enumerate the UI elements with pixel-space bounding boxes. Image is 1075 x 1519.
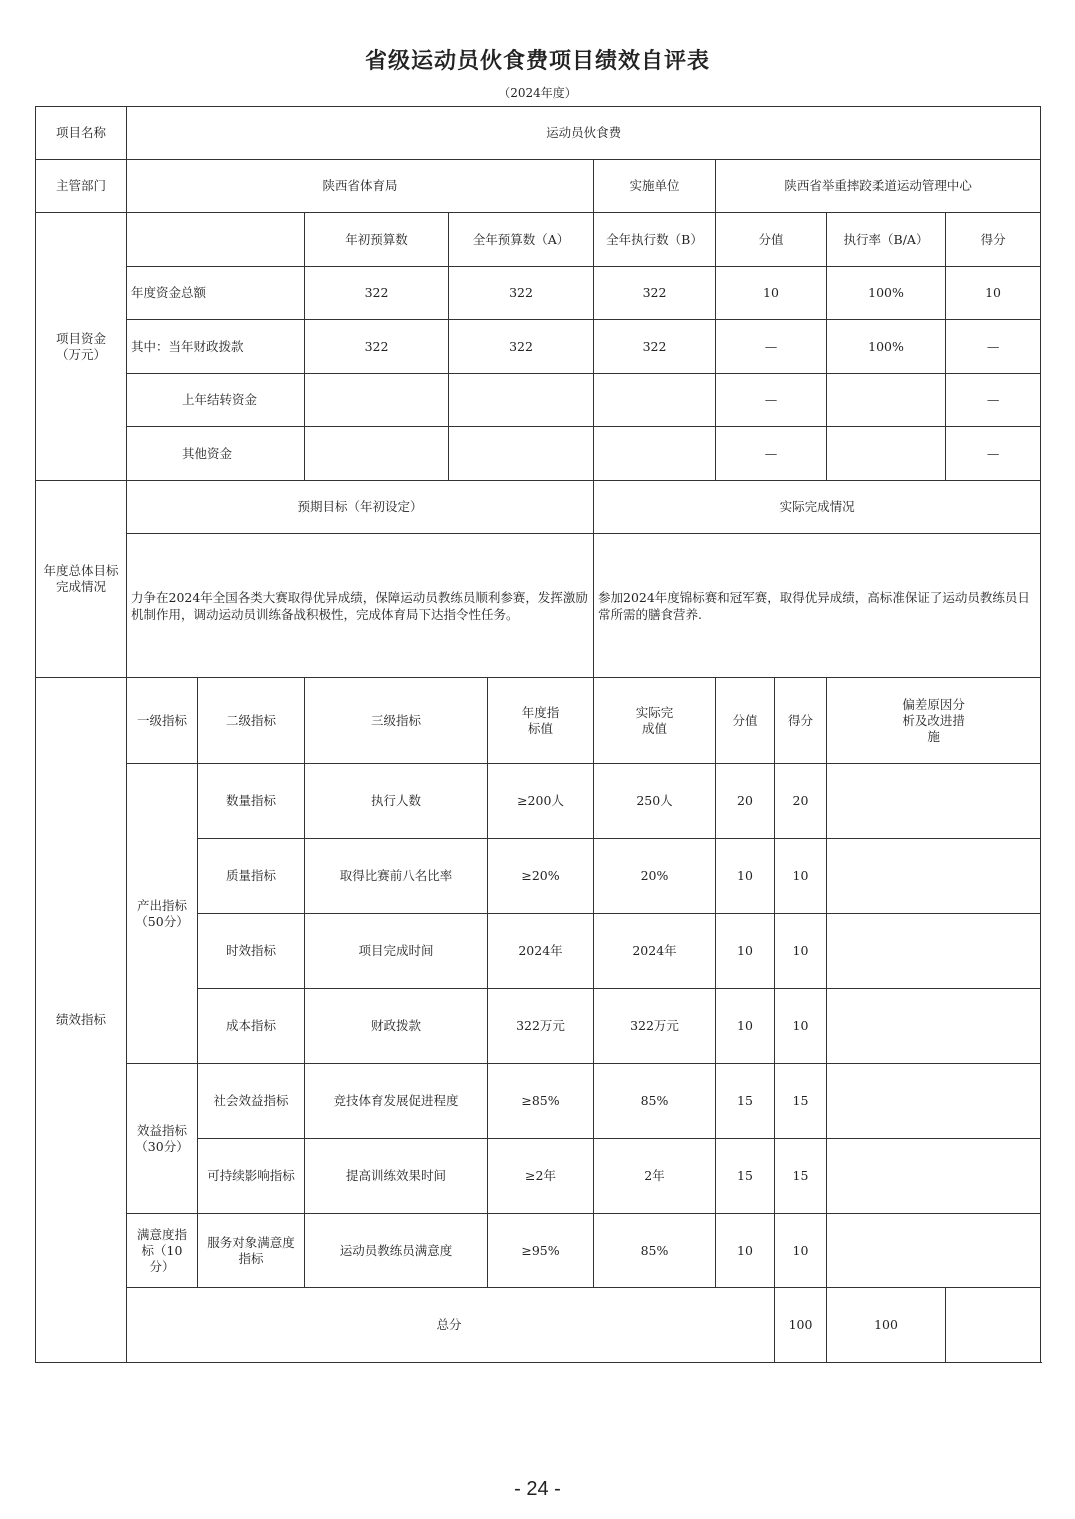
funds-row-weight: — (716, 427, 827, 481)
goals-content-row (36, 534, 1041, 678)
level2: 时效指标 (198, 914, 305, 989)
score: 10 (775, 989, 827, 1064)
project-name-value: 运动员伙食费 (127, 107, 1041, 160)
funds-row (36, 267, 1041, 320)
department-row (36, 160, 1041, 213)
department-label: 主管部门 (36, 160, 127, 213)
level2: 可持续影响指标 (198, 1139, 305, 1214)
target-value: 322万元 (488, 989, 594, 1064)
funds-row-initial: 322 (305, 267, 449, 320)
performance-label: 绩效指标 (36, 678, 127, 1363)
weight: 10 (716, 989, 775, 1064)
header-weight: 分值 (716, 678, 775, 764)
total-label: 总分 (127, 1288, 775, 1363)
funds-row-weight: — (716, 320, 827, 374)
target-value: ≥85% (488, 1064, 594, 1139)
level1-output: 产出指标（50分） (127, 764, 198, 1064)
remark (827, 1214, 1041, 1288)
header-target: 年度指标值 (488, 678, 594, 764)
remark (827, 989, 1041, 1064)
indicator-row (36, 1214, 1041, 1288)
level3: 项目完成时间 (305, 914, 488, 989)
goals-expected-text: 力争在2024年全国各类大赛取得优异成绩，保障运动员教练员顺利参赛，发挥激励机制作用，调动运动员训练备战积极性，完成体育局下达指令性任务。 (127, 534, 594, 678)
remark (827, 1064, 1041, 1139)
indicator-row (36, 1064, 1041, 1139)
remark (827, 839, 1041, 914)
header-level3: 三级指标 (305, 678, 488, 764)
target-value: ≥2年 (488, 1139, 594, 1214)
funds-row-weight: — (716, 374, 827, 427)
level3: 竞技体育发展促进程度 (305, 1064, 488, 1139)
funds-header-annual: 全年预算数（A） (449, 213, 594, 267)
actual-value: 85% (594, 1214, 716, 1288)
funds-label: 项目资金（万元） (36, 213, 127, 481)
funds-row-score: 10 (946, 267, 1041, 320)
actual-value: 85% (594, 1064, 716, 1139)
funds-row (36, 427, 1041, 481)
funds-row-weight: 10 (716, 267, 827, 320)
score: 10 (775, 839, 827, 914)
actual-value: 250人 (594, 764, 716, 839)
target-value: ≥95% (488, 1214, 594, 1288)
weight: 10 (716, 914, 775, 989)
weight: 15 (716, 1064, 775, 1139)
goals-actual-header: 实际完成情况 (594, 481, 1041, 534)
level2: 质量指标 (198, 839, 305, 914)
page-number: - 24 - (514, 1478, 561, 1500)
remark (827, 764, 1041, 839)
level3: 提高训练效果时间 (305, 1139, 488, 1214)
weight: 10 (716, 1214, 775, 1288)
level3: 财政拨款 (305, 989, 488, 1064)
goals-label: 年度总体目标完成情况 (36, 481, 127, 678)
implementing-unit-label: 实施单位 (594, 160, 716, 213)
funds-row-annual: 322 (449, 320, 594, 374)
target-value: 2024年 (488, 914, 594, 989)
actual-value: 2024年 (594, 914, 716, 989)
funds-header-score: 得分 (946, 213, 1041, 267)
score: 20 (775, 764, 827, 839)
level2: 服务对象满意度指标 (198, 1214, 305, 1288)
funds-row-score: — (946, 427, 1041, 481)
funds-row (36, 320, 1041, 374)
funds-row-rate (827, 374, 946, 427)
funds-row-score: — (946, 320, 1041, 374)
funds-row-name: 年度资金总额 (127, 267, 305, 320)
funds-row-initial: 322 (305, 320, 449, 374)
remark (827, 914, 1041, 989)
weight: 15 (716, 1139, 775, 1214)
funds-header-executed: 全年执行数（B） (594, 213, 716, 267)
evaluation-table (35, 106, 1041, 1363)
funds-header-blank (127, 213, 305, 267)
score: 15 (775, 1064, 827, 1139)
level3: 执行人数 (305, 764, 488, 839)
remark (827, 1139, 1041, 1214)
total-row (36, 1288, 1041, 1363)
goals-actual-text: 参加2024年度锦标赛和冠军赛，取得优异成绩，高标准保证了运动员教练员日常所需的膳食营养. (594, 534, 1041, 678)
header-actual: 实际完成值 (594, 678, 716, 764)
actual-value: 20% (594, 839, 716, 914)
actual-value: 322万元 (594, 989, 716, 1064)
performance-header-row (36, 678, 1041, 764)
funds-row-annual: 322 (449, 267, 594, 320)
funds-row-score: — (946, 374, 1041, 427)
header-score: 得分 (775, 678, 827, 764)
total-weight: 100 (775, 1288, 827, 1363)
page-title: 省级运动员伙食费项目绩效自评表 (364, 49, 710, 74)
funds-header-initial: 年初预算数 (305, 213, 449, 267)
level2: 数量指标 (198, 764, 305, 839)
funds-row-executed (594, 374, 716, 427)
funds-row-annual (449, 427, 594, 481)
level3: 取得比赛前八名比率 (305, 839, 488, 914)
level1-benefit: 效益指标（30分） (127, 1064, 198, 1214)
level2: 社会效益指标 (198, 1064, 305, 1139)
score: 10 (775, 914, 827, 989)
funds-row-rate (827, 427, 946, 481)
target-value: ≥20% (488, 839, 594, 914)
target-value: ≥200人 (488, 764, 594, 839)
funds-row-executed: 322 (594, 320, 716, 374)
department-value: 陕西省体育局 (127, 160, 594, 213)
funds-row-annual (449, 374, 594, 427)
funds-header-rate: 执行率（B/A） (827, 213, 946, 267)
goals-expected-header: 预期目标（年初设定） (127, 481, 594, 534)
funds-row (36, 374, 1041, 427)
total-remark (946, 1288, 1041, 1363)
total-score: 100 (827, 1288, 946, 1363)
funds-row-name: 其他资金 (127, 427, 305, 481)
header-level2: 二级指标 (198, 678, 305, 764)
weight: 10 (716, 839, 775, 914)
header-remark: 偏差原因分析及改进措施 (827, 678, 1041, 764)
score: 15 (775, 1139, 827, 1214)
project-name-row (36, 107, 1041, 160)
header-level1: 一级指标 (127, 678, 198, 764)
level2: 成本指标 (198, 989, 305, 1064)
level1-satisfaction: 满意度指标（10分） (127, 1214, 198, 1288)
indicator-row (36, 764, 1041, 839)
funds-row-initial (305, 374, 449, 427)
funds-row-initial (305, 427, 449, 481)
report-year: （2024年度） (498, 86, 577, 100)
funds-row-rate: 100% (827, 320, 946, 374)
funds-row-rate: 100% (827, 267, 946, 320)
project-name-label: 项目名称 (36, 107, 127, 160)
goals-header-row (36, 481, 1041, 534)
implementing-unit-value: 陕西省举重摔跤柔道运动管理中心 (716, 160, 1041, 213)
score: 10 (775, 1214, 827, 1288)
funds-header-row (36, 213, 1041, 267)
funds-row-name: 上年结转资金 (127, 374, 305, 427)
actual-value: 2年 (594, 1139, 716, 1214)
level3: 运动员教练员满意度 (305, 1214, 488, 1288)
weight: 20 (716, 764, 775, 839)
funds-header-weight: 分值 (716, 213, 827, 267)
funds-row-executed: 322 (594, 267, 716, 320)
funds-row-executed (594, 427, 716, 481)
funds-row-name: 其中：当年财政拨款 (127, 320, 305, 374)
